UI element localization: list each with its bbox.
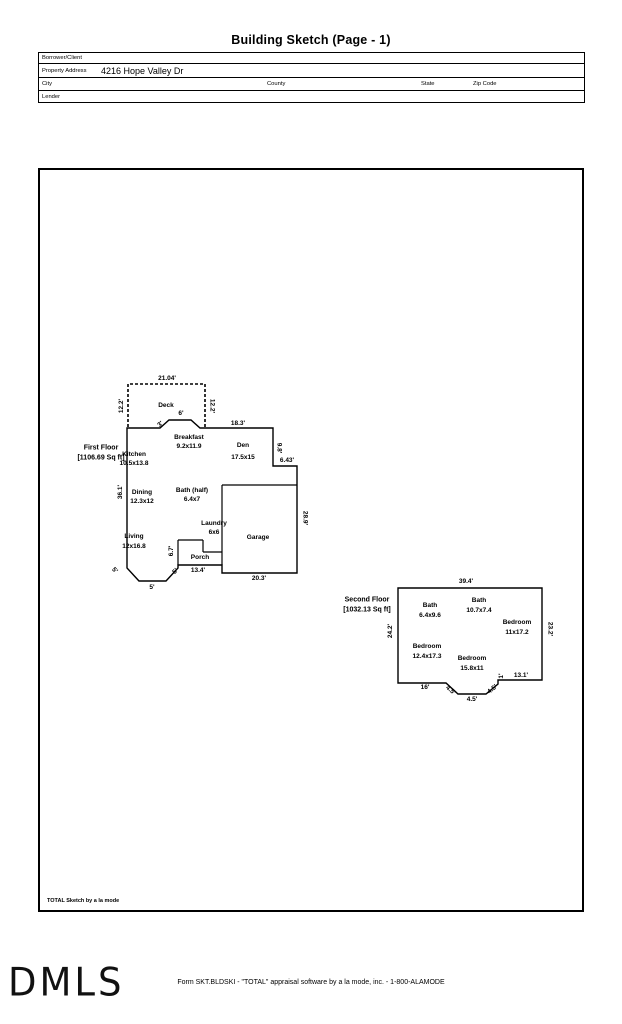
dim-deck-left: 12.2' [117,398,125,414]
room-den: Den [236,441,250,449]
room-bath-half-size: 6.4x7 [183,495,201,503]
dim-sf-diag-left: 4.5' [444,684,457,697]
dim-sf-top: 39.4' [458,577,474,585]
room-porch: Porch [190,553,210,561]
room-living: Living [124,532,144,540]
dim-corner-bottom: 5' [149,583,155,591]
dim-porch-left: 6.7' [167,545,175,557]
property-address-value: 4216 Hope Valley Dr [101,65,184,76]
dim-sf-bottom-right: 13.1' [513,671,529,679]
room-dining-size: 12.3x12 [130,497,154,505]
room-bath-2-size: 10.7x7.4 [466,606,492,614]
room-bedroom-3-size: 15.8x11 [460,664,484,672]
floor1-title: First Floor [83,444,119,452]
state-label: State [421,81,435,87]
room-bedroom-1-size: 11x17.2 [505,628,529,636]
room-bedroom-2: Bedroom [412,642,442,650]
lender-label: Lender [42,93,61,100]
room-laundry: Laundry [201,519,227,527]
room-bedroom-1: Bedroom [502,618,532,626]
room-bedroom-3: Bedroom [457,654,487,662]
dim-bump-top: 6' [178,409,184,417]
room-dining: Dining [131,488,153,496]
room-bath-1: Bath [422,601,438,609]
dim-step-right: 6.43' [279,456,295,464]
dim-corner-left: 5' [110,566,119,575]
room-breakfast-size: 9.2x11.9 [176,442,202,450]
property-address-label: Property Address [42,67,87,74]
room-bath-1-size: 6.4x9.6 [419,611,441,619]
room-living-size: 12x16.8 [122,542,146,550]
floor1-area: [1106.69 Sq ft] [77,454,125,462]
dim-sf-bottom-left: 16' [420,683,430,691]
room-bedroom-2-size: 12.4x17.3 [412,652,442,660]
dim-garage-bottom: 20.3' [251,574,267,582]
dim-deck-width: 21.04' [158,374,176,382]
room-den-size: 17.5x15 [231,453,255,461]
form-footer-text: Form SKT.BLDSKI - "TOTAL" appraisal software by a la mode, inc. - 1-800-ALAMODE [177,979,445,986]
city-label: City [42,81,52,87]
room-garage: Garage [246,533,270,541]
room-breakfast: Breakfast [174,433,204,441]
dim-porch-bottom: 13.4' [190,566,206,574]
dim-garage-right: 28.9' [301,510,309,526]
dim-sf-left: 24.2' [386,623,394,639]
room-laundry-size: 6x6 [208,528,220,536]
room-bath-2: Bath [471,596,487,604]
borrower-label: Borrower/Client [42,55,82,61]
dim-deck-right: 12.2' [208,398,216,414]
dim-sf-right: 23.2' [546,621,554,637]
floor2-area: [1032.13 Sq ft] [343,606,391,614]
room-kitchen-size: 10.5x13.8 [119,459,149,467]
dim-den-right: 9.8' [275,442,283,454]
room-kitchen: Kitchen [122,450,146,458]
page-title: Building Sketch (Page - 1) [231,33,391,47]
dim-sf-step: 1' [497,673,505,679]
floor2-title: Second Floor [344,596,390,604]
dim-sf-bottom-mid: 4.5' [466,695,478,703]
zip-code-label: Zip Code [473,81,497,87]
room-deck: Deck [158,401,174,409]
dim-den-top: 18.3' [230,419,246,427]
dim-corner-right: 5' [171,567,180,576]
county-label: County [267,81,286,87]
dmls-logo: DMLS [8,960,125,1006]
dim-left-side: 36.1' [116,484,124,500]
total-sketch-watermark: TOTAL Sketch by a la mode [47,898,120,904]
dim-sf-diag-right: 4.5' [486,683,499,696]
room-bath-half: Bath (half) [175,486,209,494]
dim-bump-diag: 3' [156,420,165,429]
